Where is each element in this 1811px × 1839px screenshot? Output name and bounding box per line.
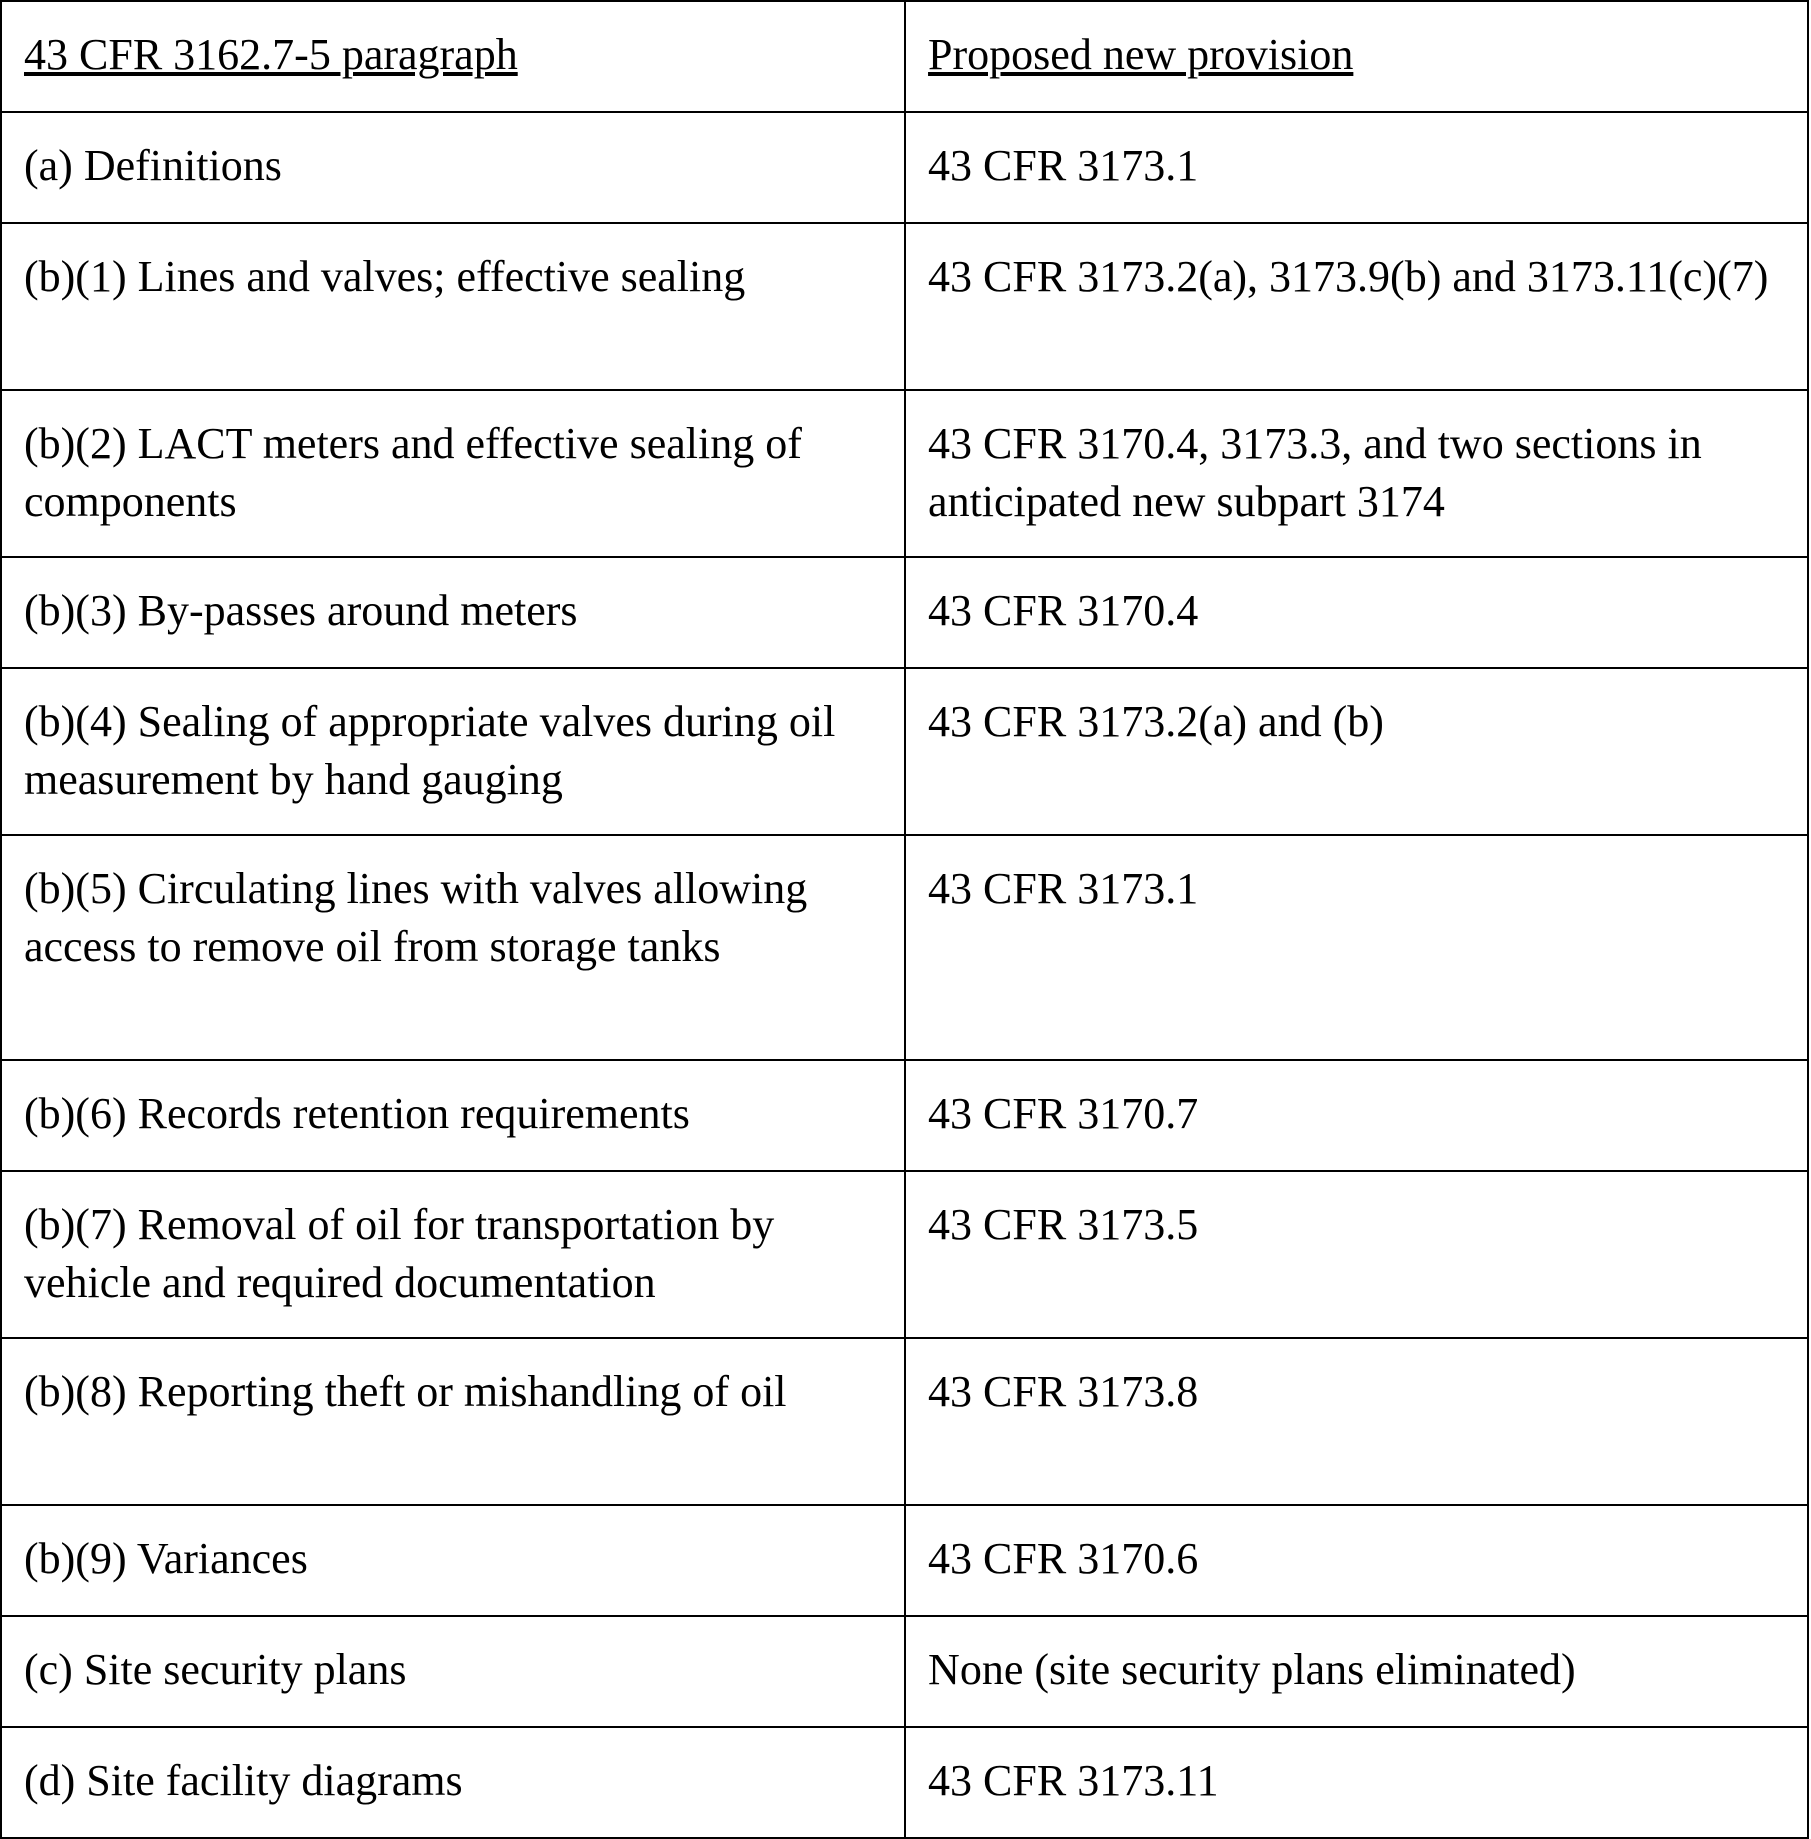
provision-cell: 43 CFR 3173.11 [905, 1727, 1808, 1838]
table-row [1, 668, 1808, 835]
provision-cell: 43 CFR 3173.2(a), 3173.9(b) and 3173.11(c)(7) [905, 223, 1808, 390]
table-row [1, 1060, 1808, 1171]
table-row [1, 1171, 1808, 1338]
provision-cell: None (site security plans eliminated) [905, 1616, 1808, 1727]
paragraph-cell: (b)(6) Records retention requirements [1, 1060, 905, 1171]
provision-cell: 43 CFR 3170.6 [905, 1505, 1808, 1616]
column-header-provision: Proposed new provision [905, 1, 1808, 112]
paragraph-cell: (b)(2) LACT meters and effective sealing of components [1, 390, 905, 557]
provision-cell: 43 CFR 3170.4 [905, 557, 1808, 668]
paragraph-cell: (b)(5) Circulating lines with valves allowing access to remove oil from storage tanks [1, 835, 905, 1060]
column-header-paragraph: 43 CFR 3162.7-5 paragraph [1, 1, 905, 112]
table-row [1, 1338, 1808, 1505]
table-row [1, 223, 1808, 390]
table-row [1, 390, 1808, 557]
paragraph-cell: (a) Definitions [1, 112, 905, 223]
paragraph-cell: (c) Site security plans [1, 1616, 905, 1727]
table-row [1, 1616, 1808, 1727]
provision-cell: 43 CFR 3170.4, 3173.3, and two sections in anticipated new subpart 3174 [905, 390, 1808, 557]
paragraph-cell: (b)(4) Sealing of appropriate valves during oil measurement by hand gauging [1, 668, 905, 835]
paragraph-cell: (b)(9) Variances [1, 1505, 905, 1616]
paragraph-cell: (b)(1) Lines and valves; effective sealing [1, 223, 905, 390]
table-row [1, 835, 1808, 1060]
table-header-row [1, 1, 1808, 112]
table-row [1, 112, 1808, 223]
table-row [1, 557, 1808, 668]
paragraph-cell: (d) Site facility diagrams [1, 1727, 905, 1838]
paragraph-cell: (b)(8) Reporting theft or mishandling of oil [1, 1338, 905, 1505]
provision-cell: 43 CFR 3173.1 [905, 112, 1808, 223]
provision-cell: 43 CFR 3173.1 [905, 835, 1808, 1060]
provision-cell: 43 CFR 3173.2(a) and (b) [905, 668, 1808, 835]
paragraph-cell: (b)(7) Removal of oil for transportation by vehicle and required documentation [1, 1171, 905, 1338]
provision-cell: 43 CFR 3173.5 [905, 1171, 1808, 1338]
provision-cell: 43 CFR 3173.8 [905, 1338, 1808, 1505]
paragraph-cell: (b)(3) By-passes around meters [1, 557, 905, 668]
table-row [1, 1505, 1808, 1616]
provision-cell: 43 CFR 3170.7 [905, 1060, 1808, 1171]
table-row [1, 1727, 1808, 1838]
